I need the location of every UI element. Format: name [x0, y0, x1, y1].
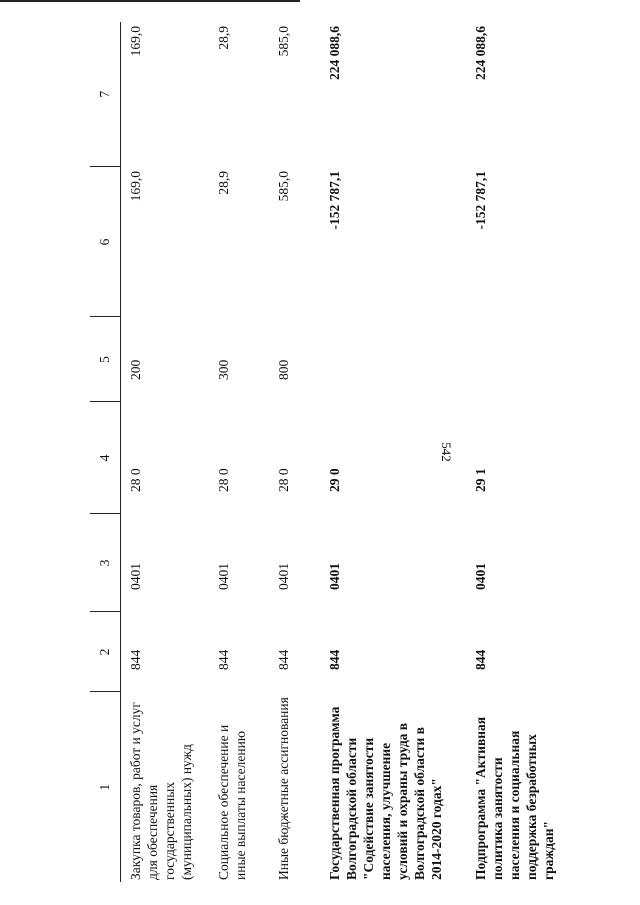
cell-section-code: 0401: [128, 563, 143, 590]
cell-program-code: 29 0: [327, 468, 342, 492]
cell-expense-type: [320, 317, 466, 402]
rotated-budget-table: [90, 22, 556, 882]
cell-change-amount: -152 787,1: [327, 171, 342, 230]
cell-section-code: 0401: [276, 563, 291, 590]
page-number: 542: [438, 442, 454, 462]
cell-total-amount: 585,0: [276, 26, 291, 57]
table-row: [466, 22, 567, 882]
cell-change-amount: -152 787,1: [473, 171, 488, 230]
table-row: [209, 22, 269, 882]
table-row: [121, 22, 210, 882]
header-col-6: 6: [90, 167, 121, 317]
cell-section-code: 0401: [327, 563, 342, 590]
cell-change-amount: 585,0: [276, 171, 291, 202]
header-col-7: 7: [90, 22, 121, 167]
header-col-5: 5: [90, 317, 121, 402]
cell-program-code: 28 0: [276, 468, 291, 492]
cell-program-code: 28 0: [128, 468, 143, 492]
budget-table: [90, 22, 567, 882]
cell-change-amount: 169,0: [128, 171, 143, 202]
row-name: Государственная программа Волгоградской области "Содействие занятости населения, улучшение условий и охраны труда в Волгоградской области в 2014-2020 годах": [327, 706, 444, 880]
cell-expense-type: 800: [276, 359, 291, 380]
cell-program-code: 29 1: [473, 468, 488, 492]
cell-change-amount: 28,9: [216, 171, 231, 195]
row-name: Подпрограмма "Активная политика занятости населения и социальная поддержка безработных граждан": [473, 716, 556, 880]
row-name: Иные бюджетные ассигнования: [276, 697, 291, 880]
header-col-2: 2: [90, 612, 121, 692]
cell-ministry-code: 844: [473, 649, 488, 670]
cell-ministry-code: 844: [276, 649, 291, 670]
header-col-1: 1: [90, 692, 121, 882]
header-col-4: 4: [90, 402, 121, 514]
row-name: Социальное обеспечение и иные выплаты населению: [216, 724, 248, 880]
cell-expense-type: [466, 317, 567, 402]
cell-section-code: 0401: [473, 563, 488, 590]
top-rule: [0, 0, 300, 2]
row-name: Закупка товаров, работ и услуг для обеспечения государственных (муниципальных) нужд: [128, 702, 194, 880]
cell-expense-type: 300: [216, 359, 231, 380]
table-row: [269, 22, 320, 882]
cell-expense-type: 200: [128, 359, 143, 380]
cell-ministry-code: 844: [327, 649, 342, 670]
cell-ministry-code: 844: [216, 649, 231, 670]
cell-program-code: 28 0: [216, 468, 231, 492]
header-col-3: 3: [90, 514, 121, 612]
cell-ministry-code: 844: [128, 649, 143, 670]
header-row: [90, 22, 121, 882]
cell-total-amount: 224 088,6: [327, 26, 342, 80]
cell-total-amount: 28,9: [216, 26, 231, 50]
cell-total-amount: 224 088,6: [473, 26, 488, 80]
table-row: [320, 22, 466, 882]
cell-section-code: 0401: [216, 563, 231, 590]
cell-total-amount: 169,0: [128, 26, 143, 57]
